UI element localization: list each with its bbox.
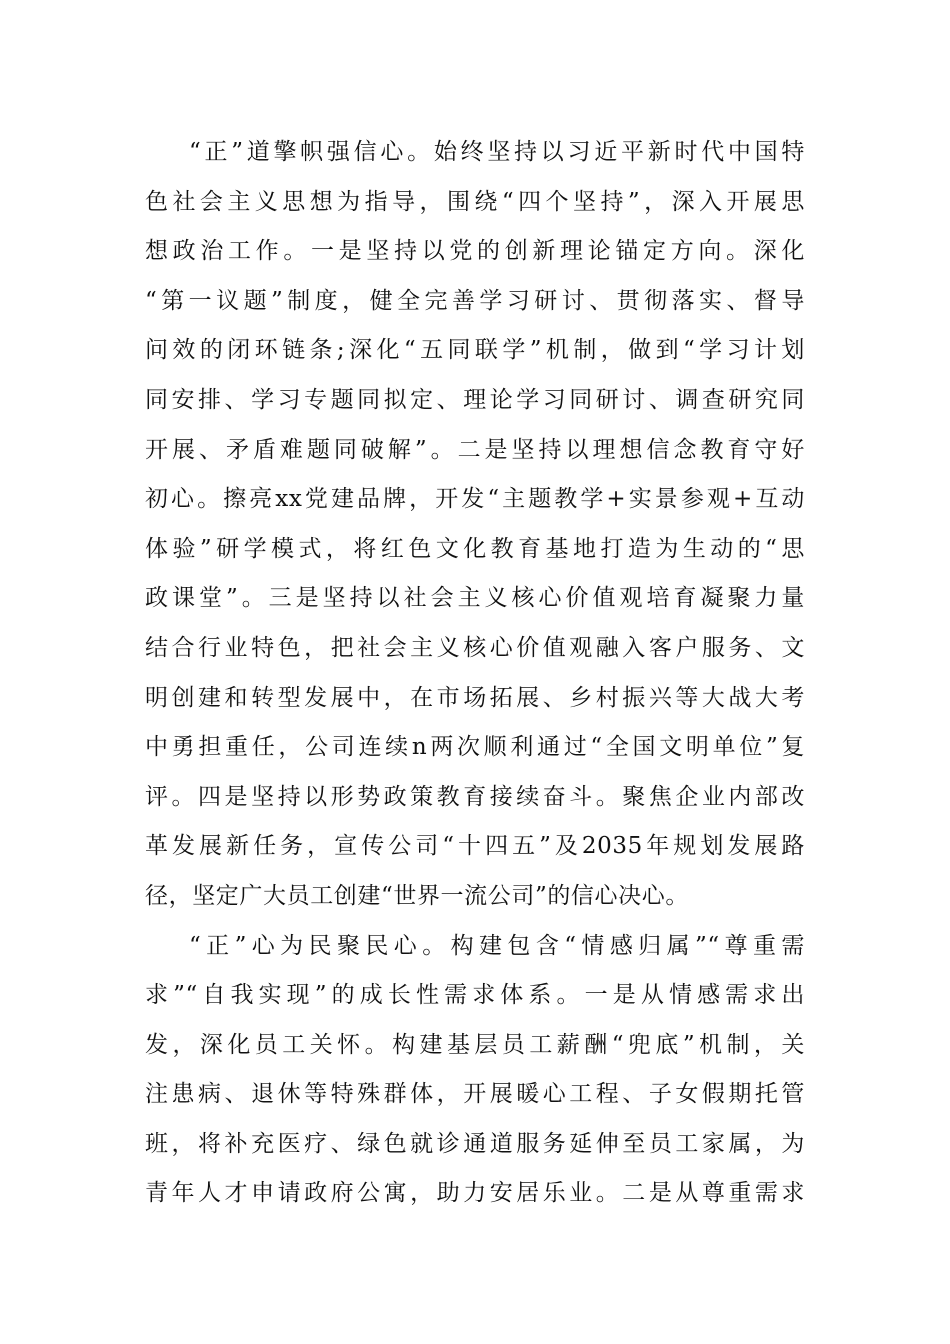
- text-line: 政课堂”。三是坚持以社会主义核心价值观培育凝聚力量: [145, 585, 805, 612]
- text-line: 初心。擦亮xx党建品牌，开发“主题教学+实景参观+互动: [145, 486, 805, 513]
- text-line: 想政治工作。一是坚持以党的创新理论锚定方向。深化: [145, 238, 805, 265]
- paragraph-zhengdao: [145, 128, 805, 922]
- text-line: 体验”研学模式，将红色文化教育基地打造为生动的“思: [145, 535, 805, 562]
- text-line: “第一议题”制度，健全完善学习研讨、贯彻落实、督导: [145, 287, 805, 314]
- text-line: 开展、矛盾难题同破解”。二是坚持以理想信念教育守好: [145, 436, 805, 463]
- text-line: 革发展新任务，宣传公司“十四五”及2035年规划发展路: [145, 833, 805, 860]
- text-line: “正”道擎帜强信心。始终坚持以习近平新时代中国特: [189, 139, 805, 165]
- text-line: 同安排、学习专题同拟定、理论学习同研讨、调查研究同: [145, 386, 805, 413]
- text-line: 评。四是坚持以形势政策教育接续奋斗。聚焦企业内部改: [145, 783, 805, 810]
- text-line: 色社会主义思想为指导，围绕“四个坚持”，深入开展思: [145, 188, 805, 215]
- document-body: [145, 128, 805, 1219]
- text-line: 注患病、退休等特殊群体，开展暖心工程、子女假期托管: [145, 1081, 805, 1108]
- text-line: 明创建和转型发展中，在市场拓展、乡村振兴等大战大考: [145, 684, 805, 711]
- paragraph-zhengxin: [145, 922, 805, 1220]
- text-line: 青年人才申请政府公寓，助力安居乐业。二是从尊重需求: [145, 1180, 805, 1207]
- text-line: 问效的闭环链条;深化“五同联学”机制，做到“学习计划: [145, 337, 805, 364]
- text-line: 求”“自我实现”的成长性需求体系。一是从情感需求出: [145, 982, 805, 1009]
- text-line: 中勇担重任，公司连续n两次顺利通过“全国文明单位”复: [145, 734, 805, 761]
- text-line: 班，将补充医疗、绿色就诊通道服务延伸至员工家属，为: [145, 1130, 805, 1157]
- text-line: “正”心为民聚民心。构建包含“情感归属”“尊重需: [189, 932, 805, 959]
- text-line: 结合行业特色，把社会主义核心价值观融入客户服务、文: [145, 634, 805, 661]
- text-line: 径，坚定广大员工创建“世界一流公司”的信心决心。: [145, 882, 689, 909]
- text-line: 发，深化员工关怀。构建基层员工薪酬“兜底”机制，关: [145, 1031, 805, 1058]
